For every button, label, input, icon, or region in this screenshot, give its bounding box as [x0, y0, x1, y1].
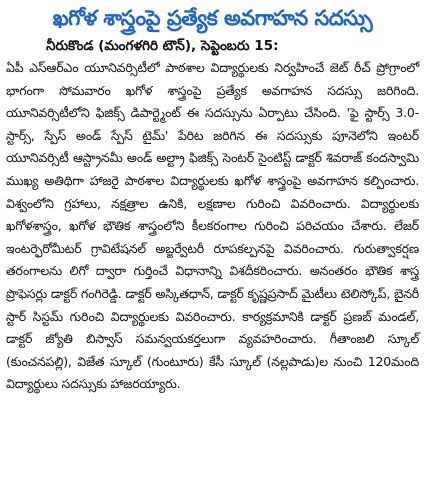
article-headline: ఖగోళ శాస్త్రంపై ప్రత్యేక అవగాహన సదస్సు: [52, 6, 373, 30]
article-body: ఏపీ ఎస్ఆర్ఎం యూనివర్సిటీలో పాఠశాల విద్యార్థులకు నిర్వహించే జెట్ రీచ్ ప్రోగ్రాంలో భాగంగా సోమవారం ఖగోళ శాస్త్రంపై ప్రత్యేక అవగాహన సదస్సు జరిగింది. యూనివర్సిటీలోని ఫిజిక్స్ డిపార్ట్మెంట్ ఈ సదస్సును ఏర్పాటు చేసింది. 'ఫై స్టార్స్ 3.0- స్టార్స్, స్పేస్ అండ్ స్పేస్ టైమ్' పేరిట జరిగిన ఈ సదస్సుకు పూనెలోని ఇంటర్ యూనివర్సిటీ ఆస్ట్రానమీ అండ్ అల్ట్రా ఫిజిక్స్ సెంటర్ సైంటిస్ట్ డాక్టర్ శివరాజ్ కందస్వామి ముఖ్య అతిథిగా హాజరై పాఠశాల విద్యార్థులకు ఖగోళ శాస్త్రంపై అవగాహన కల్పించారు. విశ్వంలోని గ్రహాలు, నక్షత్రాల ఉనికి, లక్షణాల గురించి వివరించారు. విద్యార్థులకు ఖగోళశాస్త్రం, ఖగోళ భౌతిక శాస్త్రంలోని కీలకరంగాల గురించి పరిచయం చేశారు. లేజర్ ఇంటర్ఫెరోమీటర్ గ్రావిటేషనల్ అబ్జర్వేటరీ రూపకల్పనపై వివరించారు. గురుత్వాకర్షణ తరంగాలను లిగో ద్వారా గుర్తించే విధానాన్ని విశదీకరించారు. అనంతరం భౌతిక శాస్త్ర ప్రొఫెసర్లు డాక్టర్ గంగిరెడ్డి. డాక్టర్ అస్కితధాన్, డాక్టర్ కృష్ణప్రసాద్ మైటీలు టెలిస్కోప్, బైనరీ స్టార్ సిస్టమ్ గురించి విద్యార్థులకు వివరించారు. కార్యక్రమానికి డాక్టర్ ప్రణబ్ మండల్, డాక్టర్ జ్యోతి బిస్వాస్ సమన్వయకర్తలుగా వ్యవహరించారు. గీతాంజలి స్కూల్ (కుంచనపల్లి), విజేత స్కూల్ (గుంటూరు) కేసీ స్కూల్ (నల్లపాడు)ల నుంచి 120మంది విద్యార్థులు సదస్సుకు హాజరయ్యారు.: [6, 60, 419, 392]
article-dateline: నీరుకొండ (మంగళగిరి టౌన్), సెప్టెంబరు 15:: [46, 38, 279, 54]
